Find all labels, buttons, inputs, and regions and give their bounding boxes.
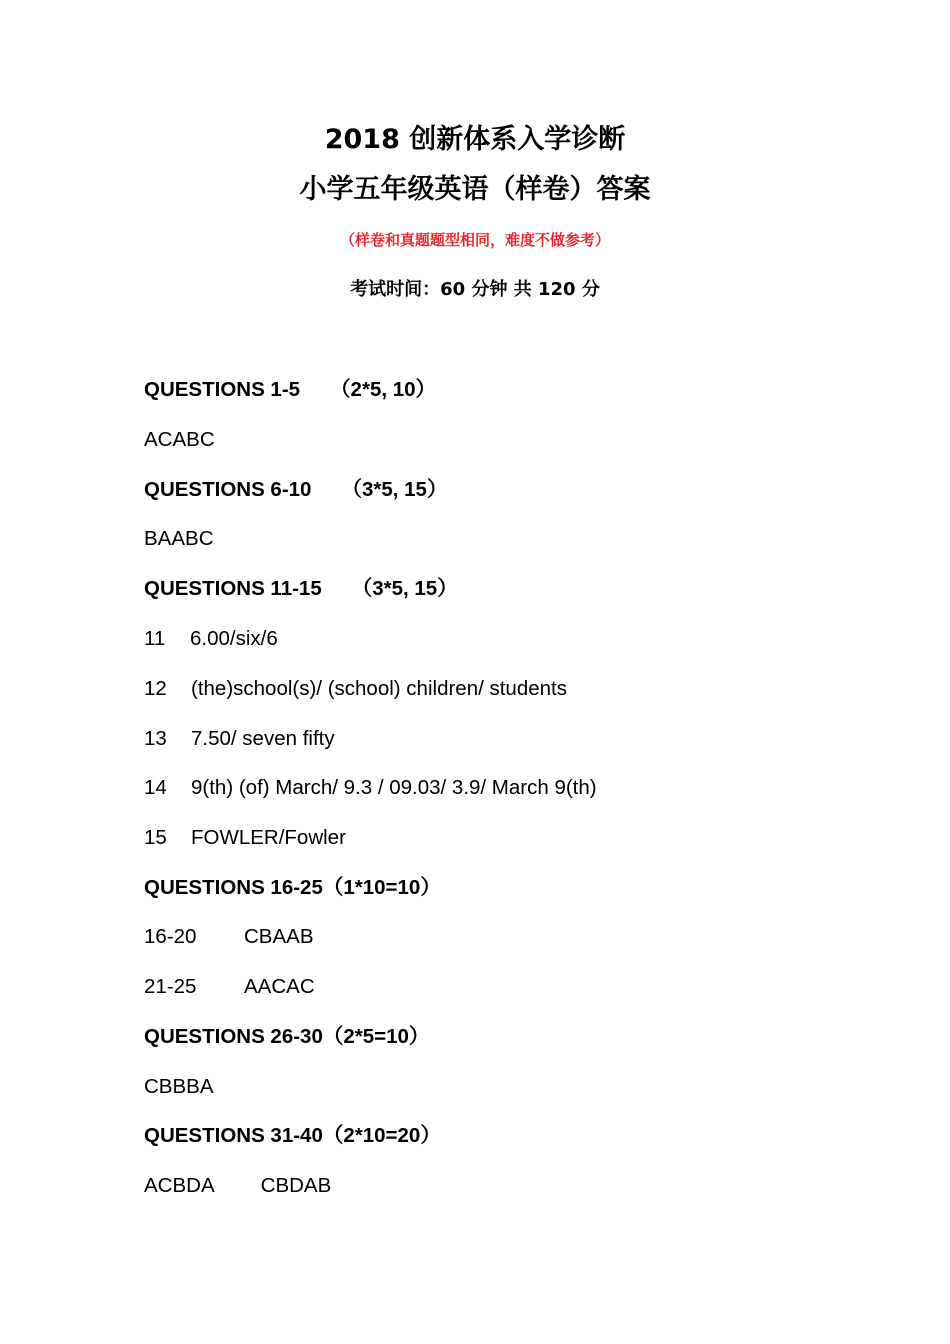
section-points: （2*5=10） bbox=[322, 1025, 430, 1048]
item-number: 11 bbox=[144, 627, 166, 650]
answer-line: CBBBA bbox=[144, 1075, 214, 1098]
answer-line: BAABC bbox=[144, 527, 214, 550]
item-answer: CBAAB bbox=[244, 925, 314, 948]
answer-item bbox=[144, 974, 315, 1000]
section-title: QUESTIONS 11-15 bbox=[144, 577, 322, 600]
sample-note: （样卷和真题题型相同，难度不做参考） bbox=[339, 231, 610, 249]
answer-item bbox=[144, 626, 278, 652]
answer-item bbox=[144, 775, 597, 801]
title-line-1: 2018 创新体系入学诊断 bbox=[324, 124, 626, 155]
item-number: 14 bbox=[144, 776, 167, 799]
item-answer: (the)school(s)/ (school) children/ students bbox=[191, 677, 567, 700]
answer-group: CBDAB bbox=[260, 1174, 332, 1197]
item-answer: AACAC bbox=[244, 975, 315, 998]
item-range: 16-20 bbox=[144, 925, 197, 948]
answer-item bbox=[144, 924, 314, 950]
item-number: 13 bbox=[144, 727, 167, 750]
item-answer: 6.00/six/6 bbox=[190, 627, 278, 650]
answer-line bbox=[144, 1173, 331, 1199]
section-heading-16-25 bbox=[144, 875, 441, 901]
exam-info: 考试时间：60 分钟 共 120 分 bbox=[350, 279, 600, 300]
section-title: QUESTIONS 26-30 bbox=[144, 1025, 323, 1048]
section-points: （2*5, 10） bbox=[330, 378, 437, 401]
answer-item bbox=[144, 726, 335, 752]
answer-item bbox=[144, 825, 346, 851]
item-answer: FOWLER/Fowler bbox=[191, 826, 346, 849]
title-line-2: 小学五年级英语（样卷）答案 bbox=[299, 174, 651, 205]
section-points: （3*5, 15） bbox=[351, 577, 458, 600]
section-heading-11-15 bbox=[144, 576, 458, 602]
section-points: （1*10=10） bbox=[322, 876, 441, 899]
section-points: （2*10=20） bbox=[322, 1124, 441, 1147]
item-number: 15 bbox=[144, 826, 167, 849]
item-answer: 7.50/ seven fifty bbox=[191, 727, 335, 750]
section-title: QUESTIONS 16-25 bbox=[144, 876, 323, 899]
item-answer: 9(th) (of) March/ 9.3 / 09.03/ 3.9/ March 9(th) bbox=[191, 776, 597, 799]
answer-group: ACBDA bbox=[144, 1174, 215, 1197]
section-heading-31-40 bbox=[144, 1123, 441, 1149]
section-points: （3*5, 15） bbox=[341, 478, 448, 501]
item-range: 21-25 bbox=[144, 975, 197, 998]
answer-line: ACABC bbox=[144, 428, 215, 451]
section-heading-6-10 bbox=[144, 477, 447, 503]
section-title: QUESTIONS 6-10 bbox=[144, 478, 312, 501]
item-number: 12 bbox=[144, 677, 167, 700]
answer-item bbox=[144, 676, 567, 702]
section-heading-1-5 bbox=[144, 377, 436, 403]
section-heading-26-30 bbox=[144, 1024, 429, 1050]
section-title: QUESTIONS 1-5 bbox=[144, 378, 301, 401]
section-title: QUESTIONS 31-40 bbox=[144, 1124, 323, 1147]
